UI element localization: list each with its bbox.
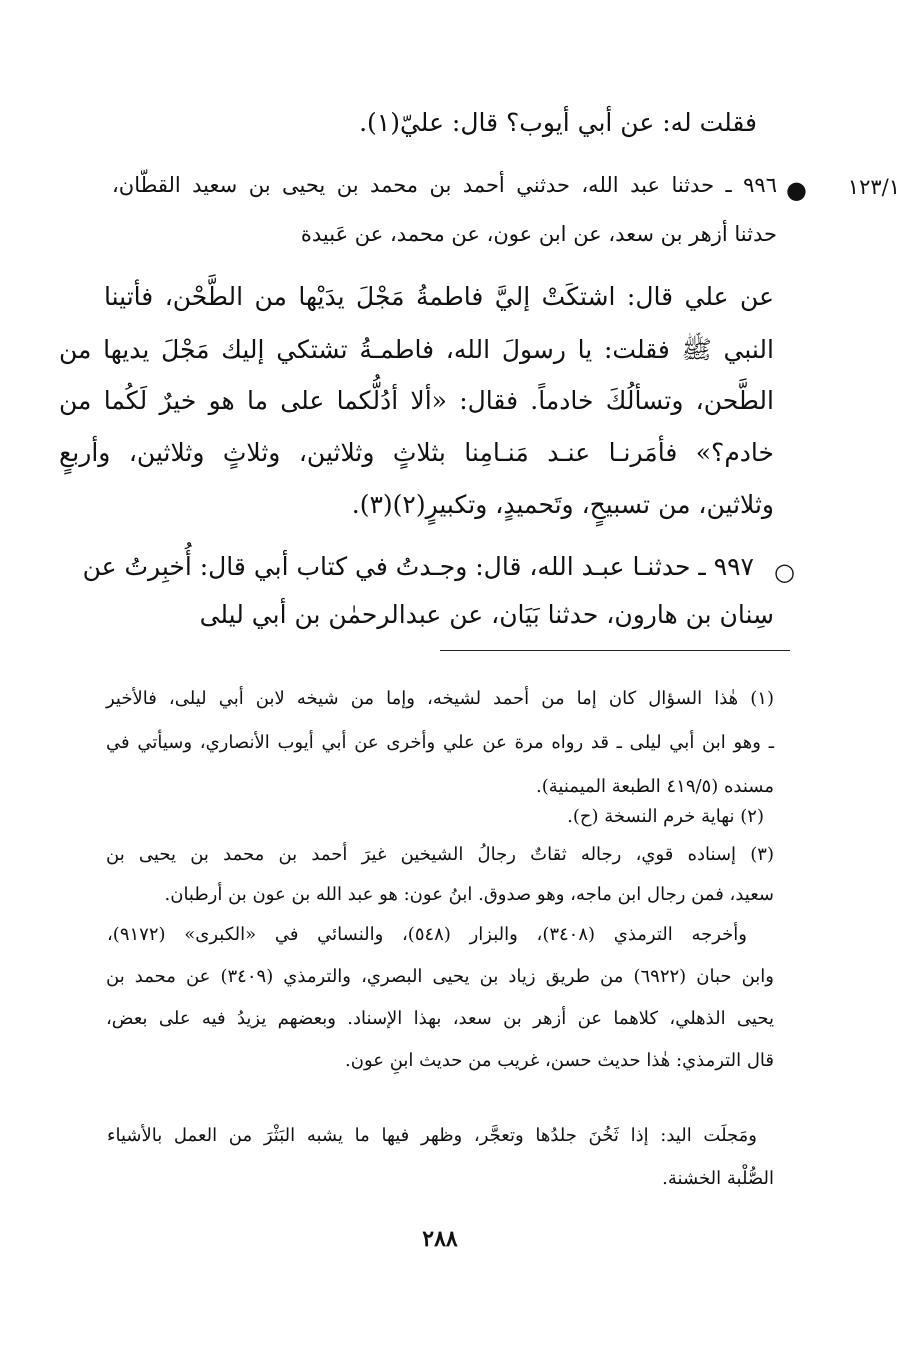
- hadith-997-line-1: ٩٩٧ ـ حدثنـا عبـد الله، قال: وجـدتُ في كتاب أبي قال: أُخبِرتُ عن: [82, 552, 754, 581]
- hadith-text-line-2: النبي ﷺ فقلت: يا رسولَ الله، فاطمـةُ تشتكي إليك مَجْلَ يديها من: [59, 335, 774, 364]
- hadith-text-line-3: الطَّحن، وتسألُكَ خادماً. فقال: «ألا أدُلُّكما على ما هو خيرٌ لَكُما من: [59, 386, 774, 415]
- footnote-2: (٢) نهاية خرم النسخة (ح).: [567, 806, 764, 827]
- hadith-text-line-4: خادم؟» فأمَرنـا عنـد مَنـامِنا بثلاثٍ وثلاثين، وثلاثٍ وثلاثين، وأربعٍ: [59, 438, 774, 467]
- footnote-1-line-1: (١) هٰذا السؤال كان إما من أحمد لشيخه، وإما من شيخه لابن أبي ليلى، فالأخير: [106, 688, 774, 709]
- hadith-997-line-2: سِنان بن هارون، حدثنا بَيَان، عن عبدالرحمٰن بن أبي ليلى: [199, 600, 774, 629]
- page-number: ٢٨٨: [422, 1226, 458, 1252]
- footnote-1-line-2: ـ وهو ابن أبي ليلى ـ قد رواه مرة عن علي وأخرى عن أبي أيوب الأنصاري، وسيأتي في: [106, 732, 774, 753]
- hadith-text-line-5: وثلاثين، من تسبيحٍ، وتَحميدٍ، وتكبيرٍ(٢)(٣).: [351, 490, 774, 519]
- hadith-996-isnad-line-1: ٩٩٦ ـ حدثنا عبد الله، حدثني أحمد بن محمد بن يحيى بن سعيد القطّان،: [112, 173, 777, 197]
- hadith-marker-open: ○: [774, 558, 795, 586]
- hadith-marker-filled: ●: [786, 176, 807, 204]
- footnote-separator: [440, 650, 790, 651]
- footnote-3-line-1: (٣) إسناده قوي، رجاله ثقاتٌ رجالُ الشيخين غيرَ أحمد بن محمد بن يحيى بن: [106, 844, 774, 865]
- footnote-1-line-3: مسنده (٤١٩/٥ الطبعة الميمنية).: [536, 776, 774, 797]
- hadith-text-line-1: عن علي قال: اشتكَتْ إليَّ فاطمةُ مَجْلَ يدَيْها من الطَّحْن، فأتينا: [104, 282, 774, 311]
- gloss-line-2: الصُّلْبة الخشنة.: [662, 1168, 774, 1189]
- footnote-3-line-3: وأخرجه الترمذي (٣٤٠٨)، والبزار (٥٤٨)، والنسائي في «الكبرى» (٩١٧٢)،: [107, 924, 747, 945]
- footnote-3-line-4: وابن حبان (٦٩٢٢) من طريق زياد بن يحيى البصري، والترمذي (٣٤٠٩) عن محمد بن: [106, 966, 774, 987]
- footnote-3-line-2: سعيد، فمن رجال ابن ماجه، وهو صدوق. ابنُ عون: هو عبد الله بن عون بن أرطبان.: [164, 884, 774, 905]
- text-line-1: فقلت له: عن أبي أيوب؟ قال: عليّ(١).: [359, 108, 757, 137]
- gloss-line-1: ومَجلَت اليد: إذا ثَخُنَ جلدُها وتعجَّر، وظهر فيها ما يشبه البَثْرَ من العمل بالأشياء: [107, 1125, 757, 1146]
- footnote-3-line-6: قال الترمذي: هٰذا حديث حسن، غريب من حديث ابنِ عون.: [345, 1050, 774, 1071]
- reference-number: ١٢٣/١: [847, 175, 900, 199]
- footnote-3-line-5: يحيى الذهلي، كلاهما عن أزهر بن سعد، بهذا الإسناد. وبعضهم يزيدُ فيه على بعض،: [106, 1008, 774, 1029]
- hadith-996-isnad-line-2: حدثنا أزهر بن سعد، عن ابن عون، عن محمد، عن عَبيدة: [300, 222, 777, 246]
